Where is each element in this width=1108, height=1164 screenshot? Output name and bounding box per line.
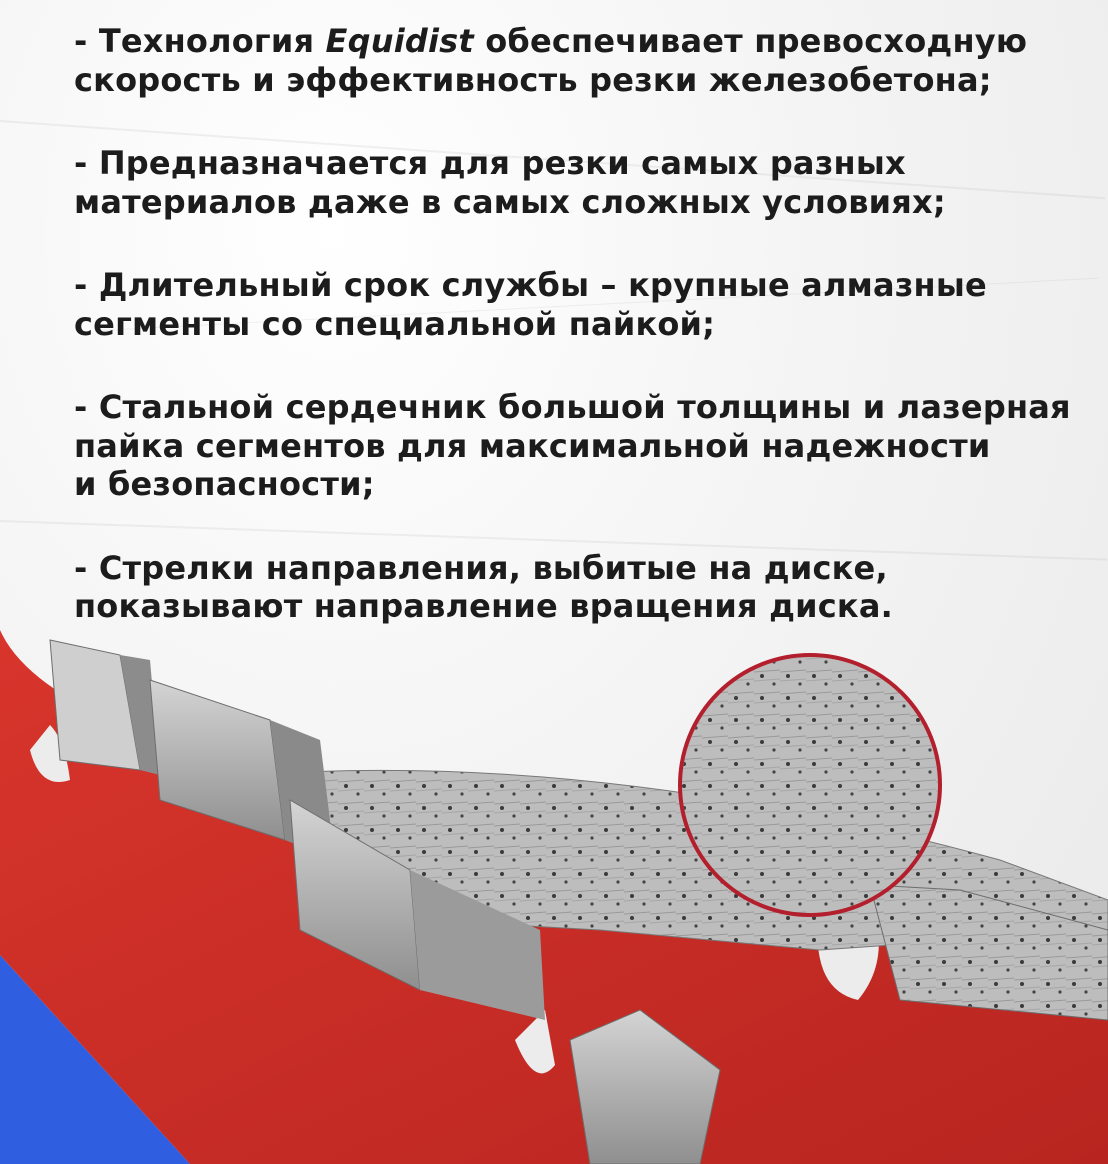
feature-text: материалов даже в самых сложных условиях; — [74, 182, 946, 221]
feature-text: показывают направление вращения диска. — [74, 587, 894, 625]
brand-name: Equidist — [325, 22, 474, 60]
feature-text: скорость и эффективность резки железобетона; — [74, 60, 992, 99]
segment — [50, 640, 160, 775]
feature-text: - Длительный срок службы – крупные алмазные — [74, 266, 987, 304]
feature-text: обеспечивает превосходную — [473, 22, 1028, 60]
feature-text: пайка сегментов для максимальной надежности — [74, 426, 991, 465]
feature-item — [74, 266, 1084, 343]
segment-zoom-lens — [680, 655, 940, 915]
feature-item — [74, 144, 1084, 221]
feature-text: - Стрелки направления, выбитые на диске, — [74, 548, 888, 587]
feature-list — [74, 22, 1084, 671]
feature-item — [74, 22, 1084, 99]
feature-text: и безопасности; — [74, 465, 375, 503]
feature-text: - Стальной сердечник большой толщины и лазерная — [74, 388, 1071, 426]
saw-blade-illustration — [0, 600, 1108, 1164]
feature-text: - Технология — [74, 22, 326, 60]
feature-text: сегменты со специальной пайкой; — [74, 304, 716, 343]
feature-item — [74, 388, 1084, 504]
feature-text: - Предназначается для резки самых разных — [74, 144, 906, 182]
